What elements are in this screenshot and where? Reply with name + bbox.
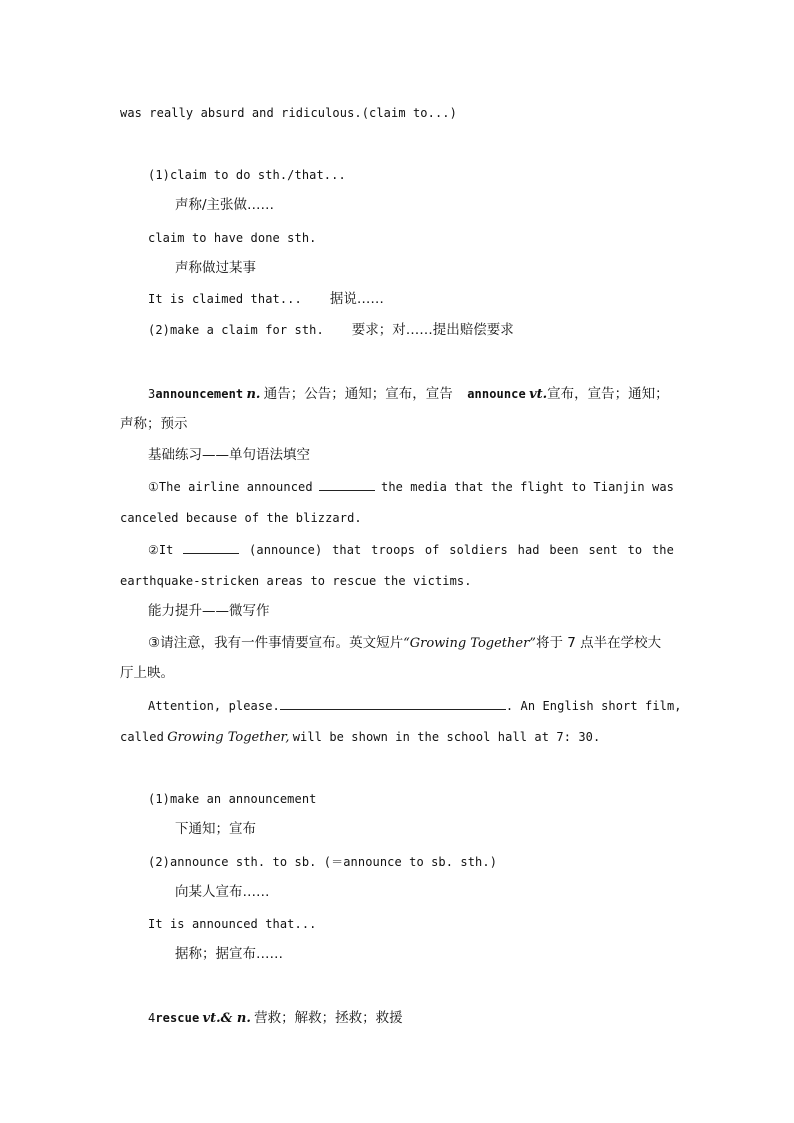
question-2-word: been	[549, 543, 579, 557]
basic-practice-heading: 基础练习——单句语法填空	[148, 447, 310, 463]
entry-3-word: announcement	[155, 387, 244, 401]
question-3-chinese	[148, 633, 661, 654]
question-3-english-cont	[120, 727, 600, 748]
claim-note-2-phrase: (2)make a claim for sth.	[148, 323, 324, 337]
announce-note-2-phrase: (2)announce sth. to sb. (＝announce to sb. sth.)	[148, 855, 498, 869]
announce-note-1-phrase: (1)make an announcement	[148, 792, 317, 806]
question-3-english-line	[148, 696, 682, 716]
entry-3-meaning: 通告；公告；通知；宣布，宣告	[263, 386, 453, 402]
entry-4-number: 4	[148, 1011, 156, 1025]
claim-note-1-phrase: (1)claim to do sth./that...	[148, 168, 346, 182]
question-3-en-prefix: Attention, please.	[148, 699, 280, 713]
claim-note-1c-phrase: It is claimed that...	[148, 292, 302, 306]
question-2-line	[148, 540, 674, 560]
claim-note-1b-phrase: claim to have done sth.	[148, 231, 317, 245]
question-2-word: soldiers	[449, 543, 508, 557]
entry-3-number: 3	[148, 387, 156, 401]
ability-heading: 能力提升——微写作	[148, 603, 270, 619]
entry-4-word: rescue	[155, 1011, 200, 1025]
entry-3-headword	[148, 384, 669, 405]
entry-3-verb-pos: vt.	[529, 387, 548, 402]
entry-3-verb: announce	[467, 387, 526, 401]
question-2-word: had	[517, 543, 540, 557]
question-2-prefix: ②It	[148, 543, 174, 557]
claim-note-2-meaning: 要求；对……提出赔偿要求	[351, 322, 514, 338]
question-3-cn-title: “Growing Together”	[403, 636, 536, 651]
question-2-word: troops	[371, 543, 416, 557]
question-2-continuation: earthquake-stricken areas to rescue the victims.	[120, 574, 472, 588]
question-2-word: of	[424, 543, 440, 557]
claim-note-1-meaning: 声称/主张做……	[175, 197, 275, 213]
question-3-en-suffix: . An English short film,	[505, 699, 682, 713]
question-2-word: the	[651, 543, 674, 557]
claim-note-1c-meaning: 据说……	[329, 291, 384, 307]
question-3-en-cont-b: will be shown in the school hall at 7: 30.	[292, 730, 601, 744]
announce-note-3-phrase: It is announced that...	[148, 917, 317, 931]
claim-note-1b-meaning: 声称做过某事	[175, 260, 256, 276]
question-2-blank[interactable]	[183, 540, 239, 554]
intro-line: was really absurd and ridiculous.(claim to...)	[120, 106, 457, 120]
question-3-cn-a: ③请注意，我有一件事情要宣布。英文短片	[148, 635, 404, 651]
entry-3-verb-meaning-cont: 声称；预示	[120, 416, 188, 432]
question-2-word: to	[627, 543, 643, 557]
entry-3-verb-meaning: 宣布，宣告；通知；	[547, 386, 669, 402]
claim-note-1c	[148, 289, 384, 309]
question-2-word: that	[332, 543, 362, 557]
question-1-blank[interactable]	[319, 477, 375, 491]
question-1-suffix: the media that the flight to Tianjin was	[381, 480, 674, 494]
entry-4-meaning: 营救；解救；拯救；救援	[254, 1010, 403, 1026]
entry-3-pos: n.	[246, 387, 261, 402]
question-3-blank[interactable]	[280, 696, 506, 710]
claim-note-2	[148, 320, 514, 340]
question-3-en-cont-a: called	[120, 730, 164, 744]
question-3-cn-b: 将于 7 点半在学校大	[535, 635, 662, 651]
question-3-en-title: Growing Together,	[167, 730, 290, 745]
question-1-prefix: ①The airline announced	[148, 480, 313, 494]
announce-note-1-meaning: 下通知；宣布	[175, 821, 256, 837]
question-2-hint: (announce)	[249, 543, 323, 557]
entry-4-headword	[148, 1008, 403, 1029]
announce-note-3-meaning: 据称；据宣布……	[175, 946, 283, 962]
announce-note-2-meaning: 向某人宣布……	[175, 884, 270, 900]
question-3-chinese-cont: 厅上映。	[120, 665, 174, 681]
question-1-continuation: canceled because of the blizzard.	[120, 511, 362, 525]
entry-4-pos: vt.& n.	[202, 1011, 251, 1026]
question-1-line	[148, 477, 674, 497]
question-2-word: sent	[588, 543, 618, 557]
